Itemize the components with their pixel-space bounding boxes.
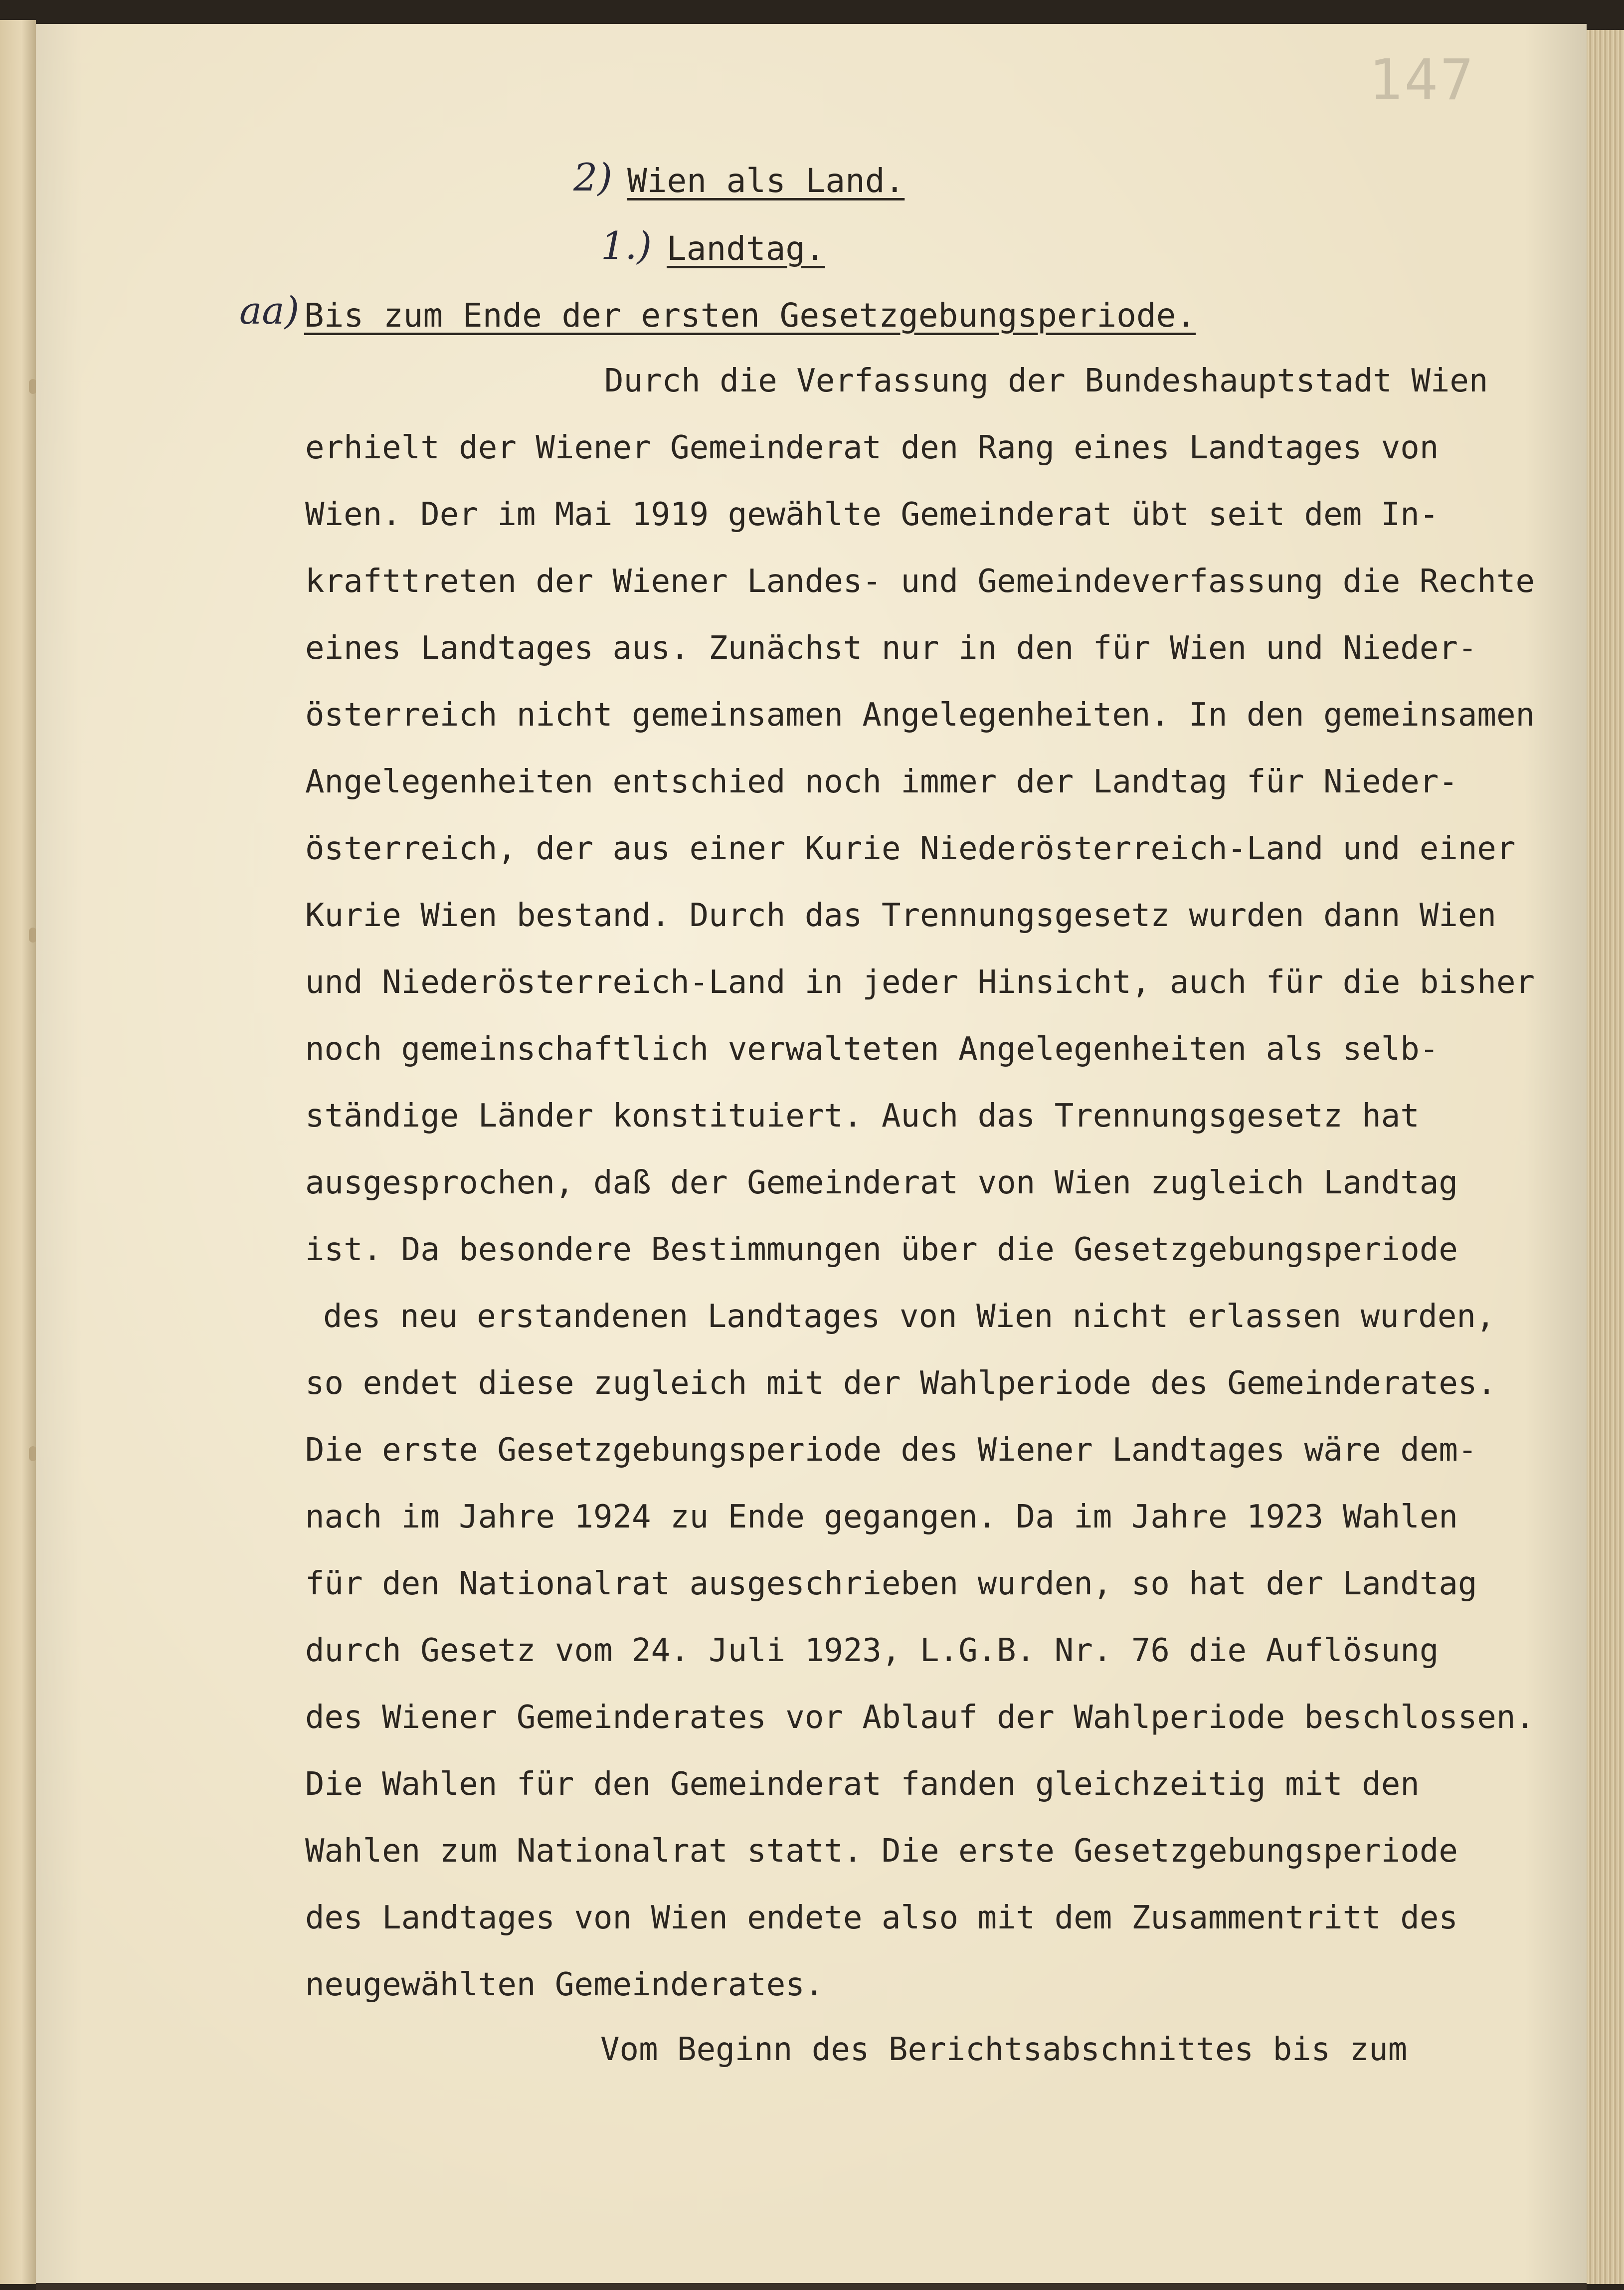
text-line: eines Landtages aus. Zunächst nur in den für Wien und Nieder- xyxy=(305,630,1477,667)
text-line: Die Wahlen für den Gemeinderat fanden gleichzeitig mit den xyxy=(305,1766,1420,1803)
text-line: österreich nicht gemeinsamen Angelegenheiten. In den gemeinsamen xyxy=(305,697,1535,734)
text-line: erhielt der Wiener Gemeinderat den Rang eines Landtages von xyxy=(305,429,1439,466)
text-line: österreich, der aus einer Kurie Niederösterreich-Land und einer xyxy=(305,830,1516,867)
page-number: 147 xyxy=(1369,48,1476,113)
text-line: neugewählten Gemeinderates. xyxy=(305,1966,824,2003)
text-line: Kurie Wien bestand. Durch das Trennungsgesetz wurden dann Wien xyxy=(305,897,1496,934)
subsection-title: Landtag. xyxy=(667,229,825,268)
text-line: für den Nationalrat ausgeschrieben wurden, so hat der Landtag xyxy=(305,1565,1477,1602)
stacked-page-edges xyxy=(1587,30,1624,2284)
text-line: nach im Jahre 1924 zu Ende gegangen. Da im Jahre 1923 Wahlen xyxy=(305,1499,1458,1535)
text-line: des Landtages von Wien endete also mit dem Zusammentritt des xyxy=(305,1900,1458,1936)
text-line: durch Gesetz vom 24. Juli 1923, L.G.B. Nr. 76 die Auflösung xyxy=(305,1632,1439,1669)
bottom-edge xyxy=(36,2283,1587,2290)
subsection-marker-handwritten: 1.) xyxy=(601,223,652,268)
text-line: ist. Da besondere Bestimmungen über die Gesetzgebungsperiode xyxy=(305,1231,1458,1268)
section-marker-handwritten: 2) xyxy=(573,155,613,199)
text-line: und Niederösterreich-Land in jeder Hinsicht, auch für die bisher xyxy=(305,964,1535,1001)
text-line: Vom Beginn des Berichtsabschnittes bis zum xyxy=(600,2031,1408,2068)
text-line: noch gemeinschaftlich verwalteten Angelegenheiten als selb- xyxy=(305,1031,1439,1068)
section-title: Wien als Land. xyxy=(627,162,905,200)
text-line: krafttreten der Wiener Landes- und Gemeindeverfassung die Rechte xyxy=(305,563,1535,600)
text-line: Wahlen zum Nationalrat statt. Die erste Gesetzgebungsperiode xyxy=(305,1833,1458,1870)
text-line: des neu erstandenen Landtages von Wien nicht erlassen wurden, xyxy=(323,1298,1495,1335)
subsubsection-marker-handwritten: aa) xyxy=(239,288,300,333)
text-line: ausgesprochen, daß der Gemeinderat von Wien zugleich Landtag xyxy=(305,1164,1458,1201)
left-page-edge xyxy=(0,20,36,2284)
text-line: Wien. Der im Mai 1919 gewählte Gemeinderat übt seit dem In- xyxy=(305,496,1439,533)
text-line: so endet diese zugleich mit der Wahlperiode des Gemeinderates. xyxy=(305,1365,1496,1402)
text-line: Die erste Gesetzgebungsperiode des Wiener Landtages wäre dem- xyxy=(305,1432,1477,1469)
text-line: ständige Länder konstituiert. Auch das Trennungsgesetz hat xyxy=(305,1098,1420,1135)
text-line: des Wiener Gemeinderates vor Ablauf der Wahlperiode beschlossen. xyxy=(305,1699,1535,1736)
text-line: Angelegenheiten entschied noch immer der Landtag für Nieder- xyxy=(305,763,1458,800)
subsubsection-title: Bis zum Ende der ersten Gesetzgebungsperiode. xyxy=(304,296,1196,335)
text-line: Durch die Verfassung der Bundeshauptstadt Wien xyxy=(604,363,1488,399)
